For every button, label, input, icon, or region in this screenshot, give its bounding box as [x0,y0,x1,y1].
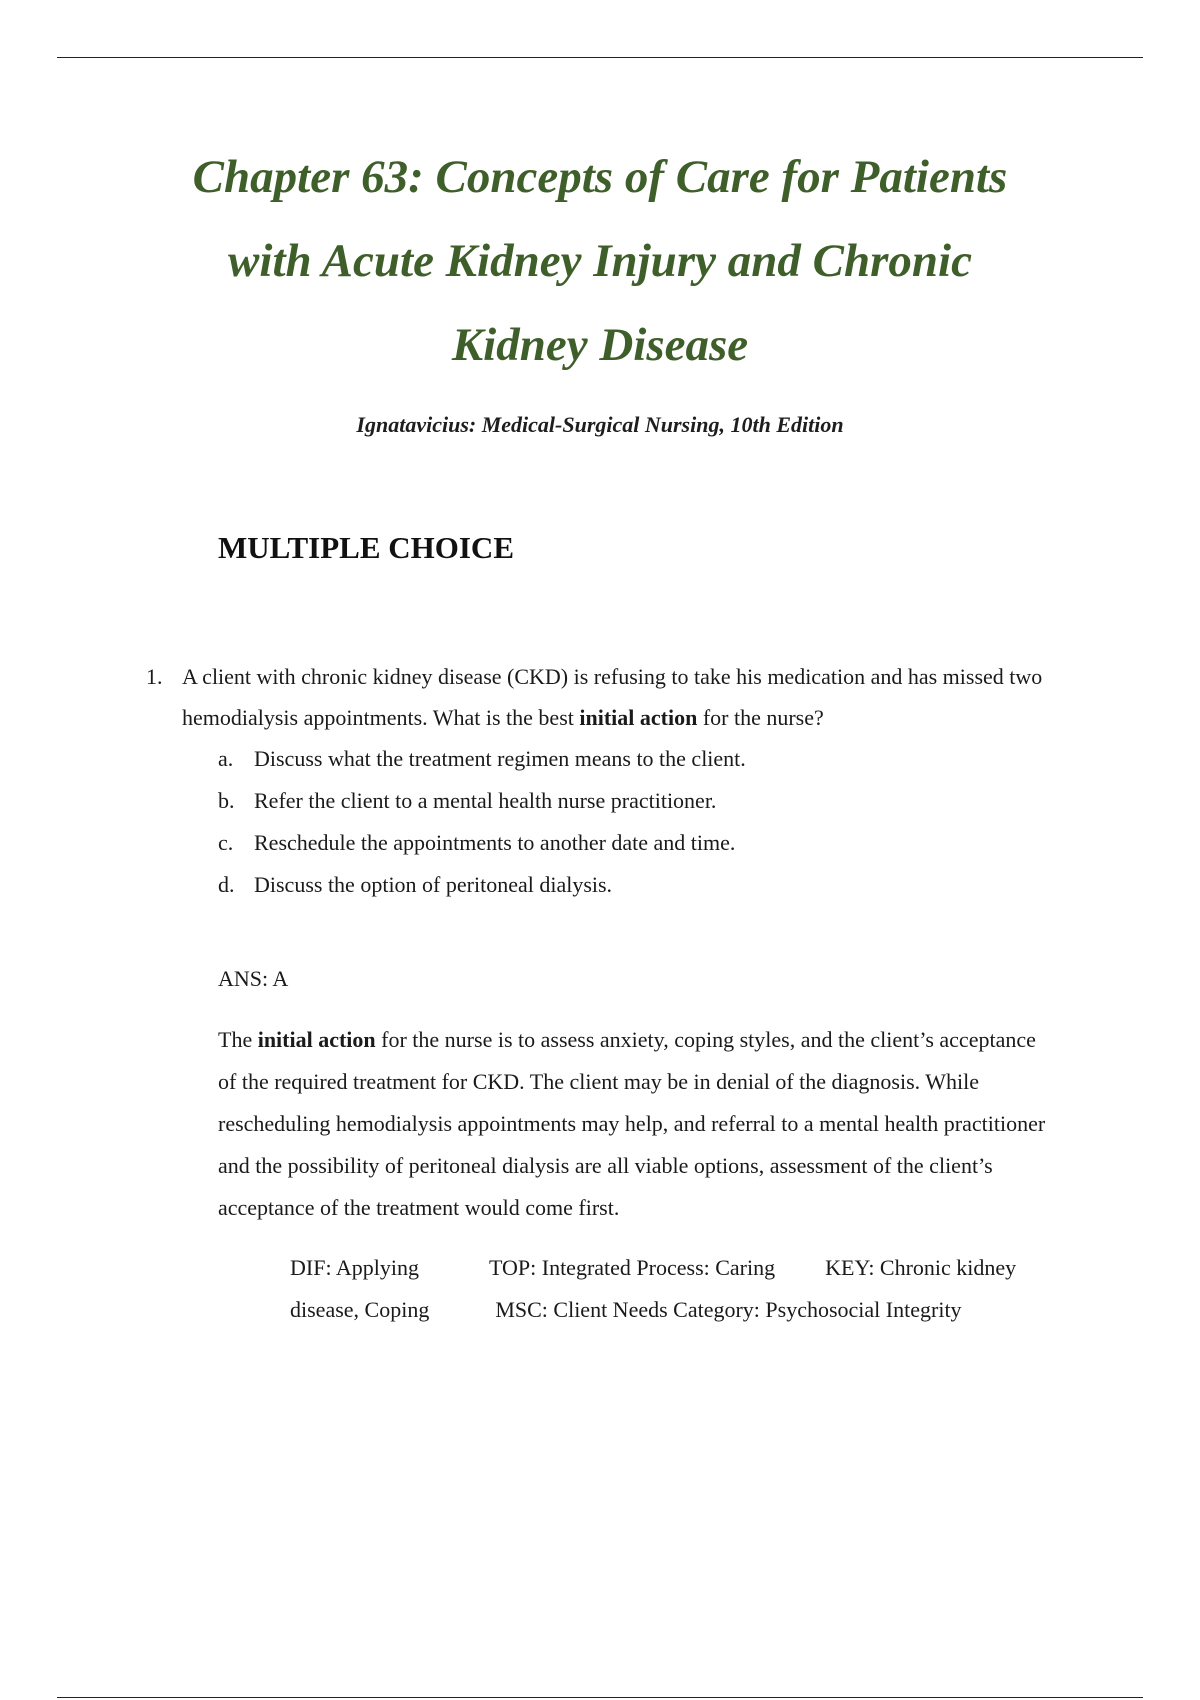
rationale [218,1019,1058,1229]
option-letter: c. [218,830,234,855]
rationale-text: for the nurse is to assess anxiety, coping styles, and the client’s acceptance of the required treatment for CKD. The client may be in denial of the diagnosis. While rescheduling hemodialysis appointments may help, and referral to a mental health practitioner and the possibility of peritoneal dialysis are all viable options, assessment of the client’s acceptance of the treatment would come first. [218,1027,1046,1220]
top-rule [57,57,1143,58]
meta-difficulty: DIF: Applying [290,1255,419,1280]
question-stem-part-1: A client with chronic kidney disease (CKD) is refusing to take his medication and has missed two hemodialysis appointments. What is the best [182,664,1043,730]
bottom-rule [57,1697,1143,1698]
book-subtitle: Ignatavicius: Medical-Surgical Nursing, 10th Edition [356,412,844,437]
chapter-title-line-3: Kidney Disease [451,319,749,371]
answer-key: ANS: A [218,966,289,991]
question-number: 1. [146,664,163,689]
question-stem [182,656,1046,738]
question-metadata [290,1247,1050,1331]
meta-topic: TOP: Integrated Process: Caring [488,1255,776,1280]
chapter-title-line-1: Chapter 63: Concepts of Care for Patients [192,151,1008,203]
question-stem-part-2: for the nurse? [697,705,824,730]
option-text: Refer the client to a mental health nurse practitioner. [254,788,717,813]
chapter-title-line-2: with Acute Kidney Injury and Chronic [228,235,972,287]
option-letter: d. [218,872,235,897]
answer-options [218,738,1046,906]
option-text: Discuss what the treatment regimen means to the client. [254,746,746,771]
option-text: Reschedule the appointments to another date and time. [254,830,736,855]
question-1 [146,656,1046,906]
section-heading: MULTIPLE CHOICE [218,530,514,565]
meta-msc: MSC: Client Needs Category: Psychosocial Integrity [495,1297,962,1322]
option-letter: b. [218,788,235,813]
option-c [218,822,1046,864]
meta-key: KEY: Chronic kidney disease, Coping [290,1255,1017,1322]
option-a [218,738,1046,780]
rationale-emphasis: initial action [257,1027,376,1052]
question-stem-emphasis: initial action [579,705,698,730]
rationale-prefix: The [218,1027,258,1052]
option-d [218,864,1046,906]
option-b [218,780,1046,822]
chapter-title [130,135,1070,387]
option-letter: a. [218,746,234,771]
option-text: Discuss the option of peritoneal dialysis. [254,872,613,897]
